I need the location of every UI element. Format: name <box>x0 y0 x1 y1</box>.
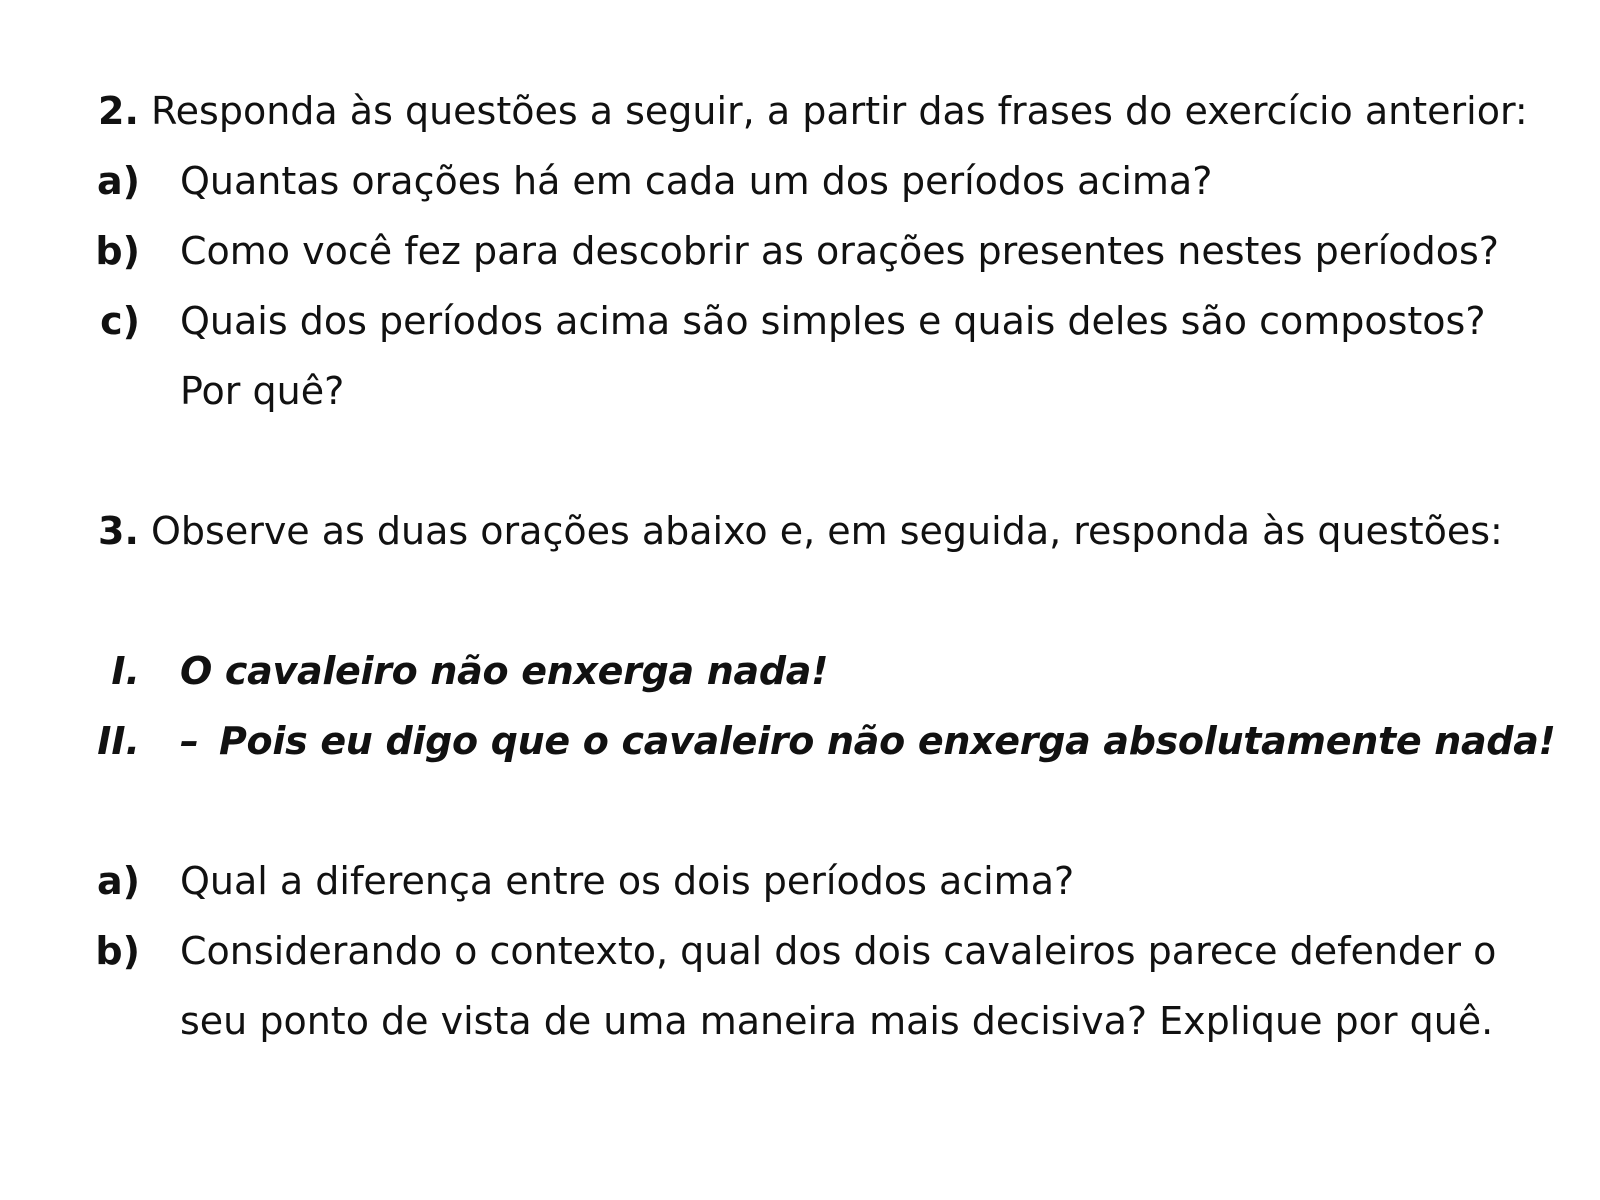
item-marker: c) <box>100 299 140 343</box>
question-2-number: 2. <box>98 89 139 133</box>
sentence-text: O cavaleiro não enxerga nada! <box>180 649 829 693</box>
sentence-marker: I. <box>111 649 140 693</box>
question-3-number: 3. <box>98 509 139 553</box>
sentence-marker: II. <box>97 719 140 763</box>
dialogue-dash: – <box>180 719 199 763</box>
sentence-text: Pois eu digo que o cavaleiro não enxerga absolutamente nada! <box>219 719 1556 763</box>
question-3-heading <box>98 508 1503 554</box>
item-marker: a) <box>96 859 140 903</box>
question-3-prompt: Observe as duas orações abaixo e, em seguida, responda às questões: <box>150 509 1503 553</box>
item-marker: b) <box>95 229 140 273</box>
sentence-line <box>180 718 1556 764</box>
item-text: Quais dos períodos acima são simples e quais deles são compostos? <box>180 299 1486 343</box>
item-marker: b) <box>95 929 140 973</box>
item-text-continuation: Por quê? <box>180 369 345 413</box>
item-text: Como você fez para descobrir as orações presentes nestes períodos? <box>180 229 1499 273</box>
item-text: Qual a diferença entre os dois períodos acima? <box>180 859 1075 903</box>
item-marker: a) <box>96 159 140 203</box>
item-text-continuation: seu ponto de vista de uma maneira mais decisiva? Explique por quê. <box>180 999 1494 1043</box>
question-2-prompt: Responda às questões a seguir, a partir das frases do exercício anterior: <box>150 89 1528 133</box>
item-text: Considerando o contexto, qual dos dois cavaleiros parece defender o <box>180 929 1497 973</box>
question-2-heading <box>98 88 1528 134</box>
item-text: Quantas orações há em cada um dos períodos acima? <box>180 159 1213 203</box>
